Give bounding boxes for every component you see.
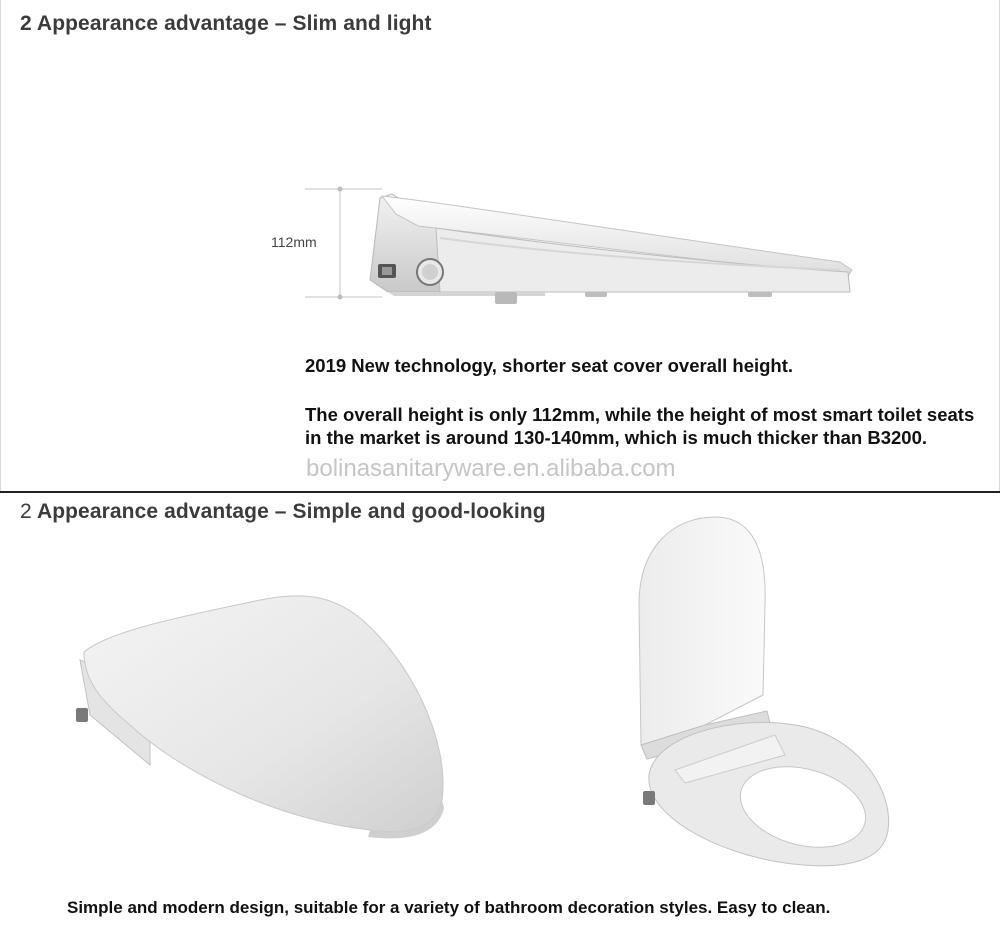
section-heading-slim: 2 Appearance advantage – Slim and light <box>20 12 432 35</box>
toilet-seat-side-view-image <box>300 180 860 310</box>
left-border <box>0 0 1 492</box>
heading-number: 2 <box>20 500 32 523</box>
headline-text: 2019 New technology, shorter seat cover overall height. <box>305 355 794 376</box>
section-divider <box>0 491 1000 493</box>
height-dimension-label: 112mm <box>271 234 317 250</box>
watermark-text: bolinasanitaryware.en.alibaba.com <box>306 455 676 482</box>
design-caption: Simple and modern design, suitable for a variety of bathroom decoration styles. Easy to clean. <box>67 898 831 917</box>
open-toilet-seat-image <box>635 515 895 870</box>
section-heading-simple <box>20 500 546 524</box>
description-text: The overall height is only 112mm, while the height of most smart toilet seats in the market is around 130-140mm, which is much thicker than B3200. <box>305 404 975 448</box>
closed-toilet-seat-image <box>70 590 480 840</box>
heading-text: Appearance advantage – Simple and good-looking <box>36 500 546 523</box>
